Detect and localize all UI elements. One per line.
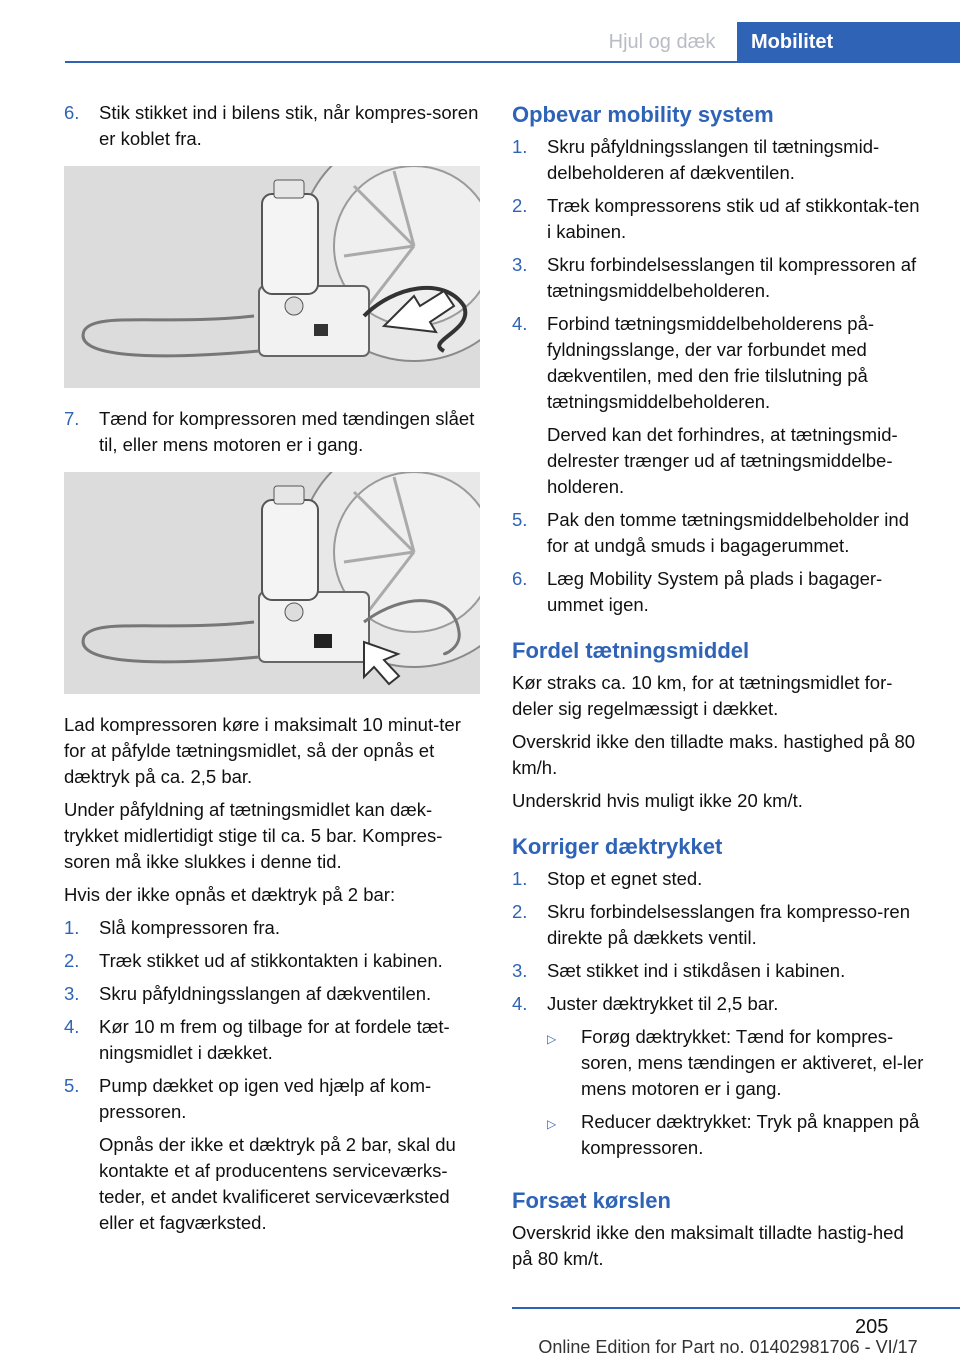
step-number: 4. [512,313,528,334]
step-text: Sæt stikket ind i stikdåsen i kabinen. [547,960,846,981]
list-item [64,1073,480,1236]
list-item [512,899,928,951]
step-text: Kør 10 m frem og tilbage for at fordele tæt-ningsmidlet i dækket. [99,1016,450,1063]
step-text: Tænd for kompressoren med tændingen slået til, eller mens motoren er i gang. [99,408,475,455]
list-item [512,507,928,559]
heading-distribute-sealant: Fordel tætningsmiddel [512,638,750,663]
paragraph: Hvis der ikke opnås et dæktryk på 2 bar: [64,884,396,905]
sub-list-item [547,1024,928,1102]
list-item [512,252,928,304]
list-item [512,311,928,500]
footer-rule [512,1307,960,1309]
section-tab-wheels-tires[interactable]: Hjul og dæk [608,31,716,53]
step-text: Skru påfyldningsslangen af dækventilen. [99,983,432,1004]
list-item [64,100,480,152]
step-number: 6. [512,568,528,589]
step-number: 1. [512,136,528,157]
list-item [64,981,480,1007]
list-item [64,406,480,458]
step-text: Træk stikket ud af stikkontakten i kabinen. [99,950,443,971]
paragraph: Under påfyldning af tætningsmidlet kan dæk-trykket midlertidigt stige til ca. 5 bar. Kompres-soren må ikke slukkes i denne tid. [64,799,443,872]
sub-item-text: Forøg dæktrykket: Tænd for kompres-soren, mens tændingen er aktiveret, el-ler mens motoren er i gang. [581,1026,924,1099]
step-text: Stop et egnet sted. [547,868,703,889]
list-item [512,134,928,186]
paragraph: Overskrid ikke den maksimalt tilladte hastig-hed på 80 km/t. [512,1222,904,1269]
step-text: Læg Mobility System på plads i bagager-ummet igen. [547,568,883,615]
list-item [512,958,928,984]
list-item [64,948,480,974]
step-body [99,1073,480,1236]
step-number: 3. [512,960,528,981]
header-rule [65,61,960,63]
section-tab-mobility[interactable]: Mobilitet [737,22,960,62]
step-text: Skru forbindelsesslangen fra kompresso-ren direkte på dækkets ventil. [547,901,910,948]
step-number: 1. [64,917,80,938]
compressor-plug-illustration [64,166,480,388]
step-text: Slå kompressoren fra. [99,917,280,938]
paragraph: Kør straks ca. 10 km, for at tætningsmidlet for-deler sig regelmæssigt i dækket. [512,672,893,719]
step-number: 2. [512,195,528,216]
step-number: 3. [64,983,80,1004]
step-number: 2. [64,950,80,971]
step-number: 2. [512,901,528,922]
paragraph: Overskrid ikke den tilladte maks. hastighed på 80 km/h. [512,731,916,778]
heading-correct-tire-pressure: Korriger dæktrykket [512,834,723,859]
list-item [512,193,928,245]
list-item [512,566,928,618]
step-note: Derved kan det forhindres, at tætningsmid-delrester trænger ud af tætningsmiddelbe-holderen. [547,424,898,497]
step-number: 1. [512,868,528,889]
step-text: Forbind tætningsmiddelbeholderens på-fyldningsslange, der var forbundet med dækventilen, med den frie tilslutning på tætningsmiddelbeholderen. [547,313,875,412]
step-number: 7. [64,408,80,429]
sub-item-text: Reducer dæktrykket: Tryk på knappen på kompressoren. [581,1111,920,1158]
paragraph: Lad kompressoren køre i maksimalt 10 minut-ter for at påfylde tætningsmidlet, så der opnås et dæktryk på ca. 2,5 bar. [64,714,461,787]
list-item [512,866,928,892]
step-body [547,991,928,1168]
step-text: Træk kompressorens stik ud af stikkontak-ten i kabinen. [547,195,920,242]
step-text: Skru forbindelsesslangen til kompressoren af tætningsmiddelbeholderen. [547,254,917,301]
step-number: 4. [512,993,528,1014]
step-number: 5. [512,509,528,530]
step-text: Pump dækket op igen ved hjælp af kom-pressoren. [99,1075,432,1122]
edition-note: Online Edition for Part no. 01402981706 - VI/17 [538,1337,918,1357]
step-number: 4. [64,1016,80,1037]
list-item [512,991,928,1168]
step-number: 6. [64,102,80,123]
sub-list-item [547,1109,928,1161]
heading-store-mobility-system: Opbevar mobility system [512,102,774,127]
step-number: 5. [64,1075,80,1096]
paragraph: Underskrid hvis muligt ikke 20 km/t. [512,790,803,811]
heading-continue-driving: Forsæt kørslen [512,1188,671,1213]
step-text: Pak den tomme tætningsmiddelbeholder ind for at undgå smuds i bagagerummet. [547,509,909,556]
step-text: Stik stikket ind i bilens stik, når kompres-soren er koblet fra. [99,102,479,149]
step-body [547,311,928,500]
triangle-bullet-icon: ▷ [547,1032,557,1046]
step-note: Opnås der ikke et dæktryk på 2 bar, skal du kontakte et af producentens serviceværks-teder, et andet kvalificeret serviceværksted eller et fagværksted. [99,1134,456,1233]
triangle-bullet-icon: ▷ [547,1117,557,1131]
step-number: 3. [512,254,528,275]
right-column [512,100,928,1279]
list-item [64,915,480,941]
step-text: Juster dæktrykket til 2,5 bar. [547,993,779,1014]
page-number: 205 [855,1316,889,1338]
step-text: Skru påfyldningsslangen til tætningsmid-delbeholderen af dækventilen. [547,136,880,183]
page-header [0,0,960,62]
compressor-switch-illustration [64,472,480,694]
list-item [64,1014,480,1066]
left-column [64,100,480,1243]
